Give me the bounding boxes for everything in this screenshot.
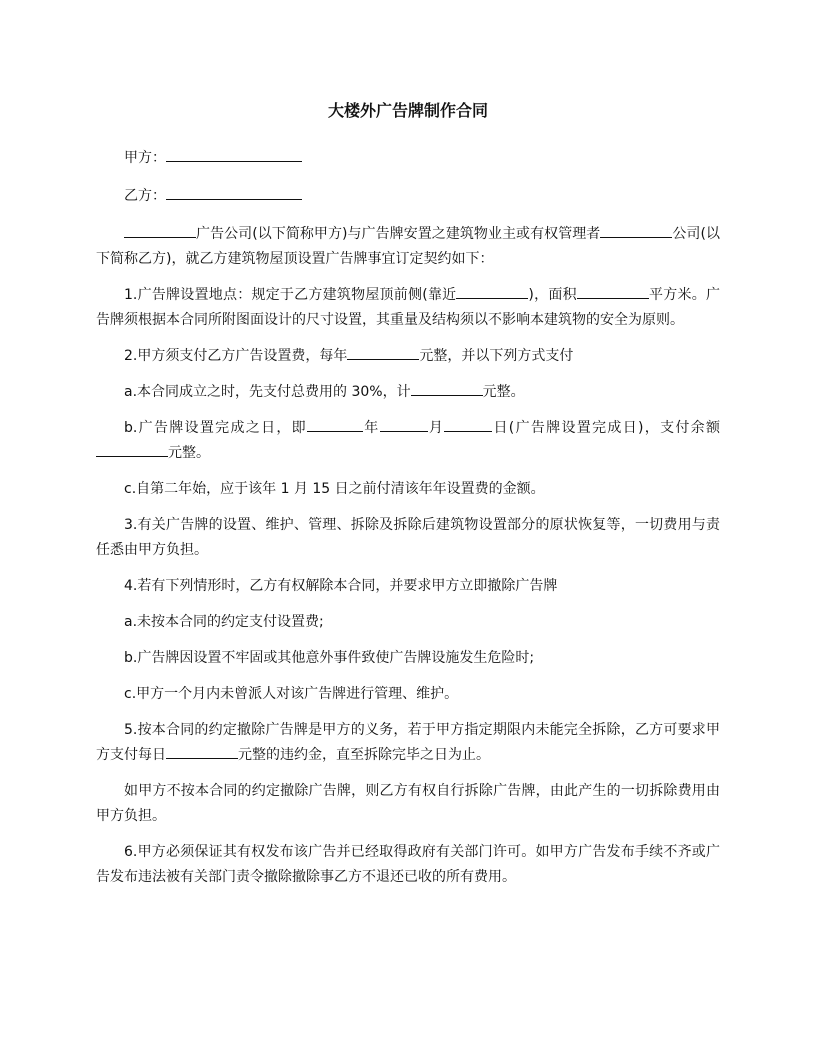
intro-text-1: 广告公司(以下简称甲方)与广告牌安置之建筑物业主或有权管理者 bbox=[196, 226, 601, 242]
clause-2a-text-2: 元整。 bbox=[482, 384, 525, 400]
clause-2 bbox=[96, 344, 720, 369]
clause-2-text-2: 元整，并以下列方式支付 bbox=[419, 348, 574, 364]
clause-2b bbox=[96, 416, 720, 466]
clause-2a bbox=[96, 380, 720, 405]
area-blank[interactable] bbox=[577, 283, 649, 299]
month-label: 月 bbox=[427, 420, 445, 436]
clause-1-text-2: )，面积 bbox=[528, 287, 577, 303]
party-a-blank[interactable] bbox=[166, 146, 302, 162]
clause-2b-text-1: b.广告牌设置完成之日，即 bbox=[124, 420, 307, 436]
balance-blank[interactable] bbox=[96, 441, 168, 457]
clause-4: 4.若有下列情形时，乙方有权解除本合同，并要求甲方立即撤除广告牌 bbox=[124, 578, 558, 594]
month-blank[interactable] bbox=[380, 416, 428, 432]
intro-paragraph bbox=[96, 222, 720, 272]
penalty-blank[interactable] bbox=[166, 743, 238, 759]
clause-4c: c.甲方一个月内未曾派人对该广告牌进行管理、维护。 bbox=[124, 686, 459, 702]
deposit-blank[interactable] bbox=[411, 380, 483, 396]
clause-1-text-3: 平方米。广告牌须根据本合同所附图面设计的尺寸设置，其重量及结构须以不影响本建筑物的安全为原则。 bbox=[96, 287, 720, 328]
clause-2c: c.自第二年始，应于该年 1 月 15 日之前付清该年年设置费的金额。 bbox=[124, 481, 545, 497]
location-blank[interactable] bbox=[456, 283, 528, 299]
year-label: 年 bbox=[362, 420, 380, 436]
clause-2a-text-1: a.本合同成立之时，先支付总费用的 30%，计 bbox=[124, 384, 411, 400]
clause-5 bbox=[96, 718, 720, 768]
clause-4b: b.广告牌因设置不牢固或其他意外事件致使广告牌设施发生危险时; bbox=[124, 650, 535, 666]
clause-2-text-1: 2.甲方须支付乙方广告设置费，每年 bbox=[124, 348, 348, 364]
clause-6: 6.甲方必须保证其有权发布该广告并已经取得政府有关部门许可。如甲方广告发布手续不齐或广告发布违法被有关部门责令撤除撤除事乙方不退还已收的所有费用。 bbox=[96, 844, 720, 885]
clause-5-text-2: 元整的违约金，直至拆除完毕之日为止。 bbox=[238, 747, 490, 763]
clause-5-supplement: 如甲方不按本合同的约定撤除广告牌，则乙方有权自行拆除广告牌，由此产生的一切拆除费用由甲方负担。 bbox=[96, 783, 720, 824]
party-b-blank[interactable] bbox=[166, 184, 302, 200]
clause-2b-text-2: 日(广告牌设置完成日)，支付余额 bbox=[492, 420, 720, 436]
year-blank[interactable] bbox=[307, 416, 363, 432]
clause-5-text-1: 5.按本合同的约定撤除广告牌是甲方的义务，若于甲方指定期限内未能完全拆除，乙方可要求甲方支付每日 bbox=[96, 722, 720, 763]
party-a-line bbox=[96, 146, 720, 171]
clause-4a: a.未按本合同的约定支付设置费; bbox=[124, 614, 324, 630]
annual-fee-blank[interactable] bbox=[347, 344, 419, 360]
company-b-blank[interactable] bbox=[600, 222, 672, 238]
party-b-line bbox=[96, 184, 720, 209]
document-page bbox=[96, 96, 720, 901]
intro-text-2: 公司(以下简称乙方)，就乙方建筑物屋顶设置广告牌事宜订定契约如下： bbox=[96, 226, 720, 267]
clause-2b-text-3: 元整。 bbox=[168, 445, 210, 461]
clause-3: 3.有关广告牌的设置、维护、管理、拆除及拆除后建筑物设置部分的原状恢复等，一切费用与责任悉由甲方负担。 bbox=[96, 517, 720, 558]
day-blank[interactable] bbox=[444, 416, 492, 432]
document-title: 大楼外广告牌制作合同 bbox=[327, 101, 488, 120]
party-a-label: 甲方： bbox=[124, 150, 166, 166]
party-b-label: 乙方： bbox=[124, 188, 166, 204]
company-a-blank[interactable] bbox=[124, 222, 196, 238]
clause-1-text-1: 1.广告牌设置地点：规定于乙方建筑物屋顶前侧(靠近 bbox=[124, 287, 457, 303]
clause-1 bbox=[96, 283, 720, 333]
